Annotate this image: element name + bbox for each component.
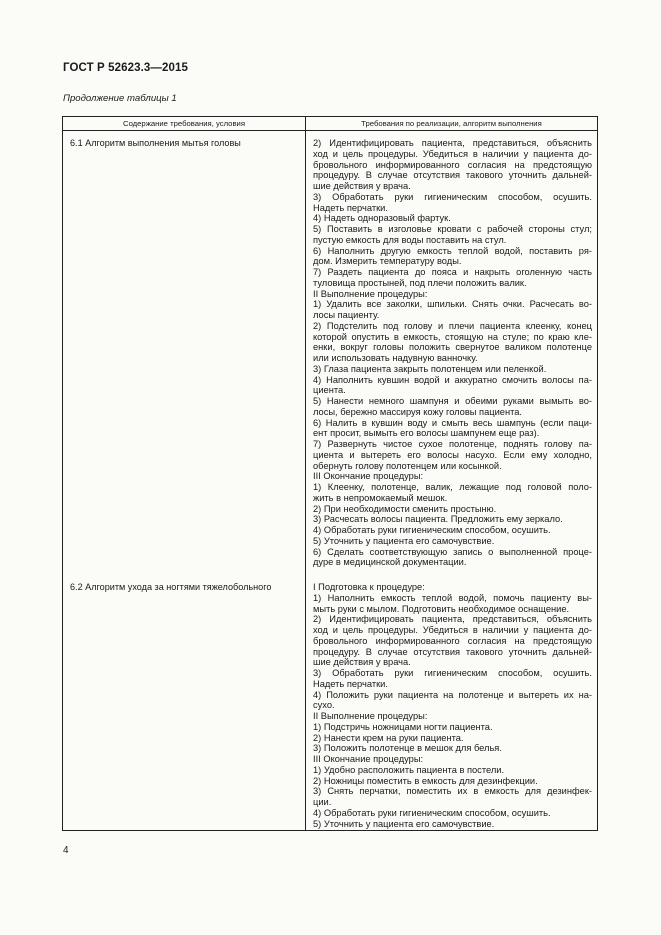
row-condition-hair-washing: 6.1 Алгоритм выполнения мытья головы bbox=[70, 138, 241, 148]
requirement-line: 3) Глаза пациента закрыть полотенцем или пеленкой. bbox=[313, 363, 547, 374]
requirement-line: 3) Снять перчатки, поместить их в емкость для дезинфек- bbox=[313, 786, 592, 797]
row-requirements-hair-washing bbox=[313, 138, 592, 568]
requirement-line: дом. Измерить температуру воды. bbox=[313, 256, 462, 267]
requirement-line: лосы, бережно массируя кожу головы пациента. bbox=[313, 406, 522, 417]
column-header-algorithm: Требования по реализации, алгоритм выполнения bbox=[361, 119, 542, 128]
requirement-line: 1) Подстричь ножницами ногти пациента. bbox=[313, 721, 493, 732]
requirement-line: 2) Нанести крем на руки пациента. bbox=[313, 732, 464, 743]
requirement-line: 2) При необходимости сменить простыню. bbox=[313, 503, 497, 514]
requirement-line: 5) Уточнить у пациента его самочувствие. bbox=[313, 818, 495, 829]
requirement-line: III Окончание процедуры: bbox=[313, 754, 424, 764]
requirement-line: 3) Положить полотенце в мешок для белья. bbox=[313, 743, 502, 754]
requirement-line: туловища простыней, под плечи положить валик. bbox=[313, 277, 527, 288]
requirements-table bbox=[62, 116, 598, 831]
requirement-line: 5) Нанести немного шампуня и обеими руками вымыть во- bbox=[313, 396, 592, 406]
requirement-line: Надеть перчатки. bbox=[313, 202, 388, 213]
requirement-line: ход и цель процедуры. Убедиться в наличии у пациента до- bbox=[313, 148, 592, 159]
requirement-line: 6) Наполнить другую емкость теплой водой, поставить ря- bbox=[313, 245, 592, 256]
requirement-line: 4) Наполнить кувшин водой и аккуратно смочить волосы па- bbox=[313, 374, 592, 385]
requirement-line: пустую емкость для воды поставить на стул. bbox=[313, 234, 507, 245]
standard-designation: ГОСТ Р 52623.3—2015 bbox=[63, 62, 188, 74]
table-continuation-caption: Продолжение таблицы 1 bbox=[63, 93, 177, 104]
requirement-line: сухо. bbox=[313, 700, 335, 711]
column-divider bbox=[305, 117, 306, 830]
requirement-line: 1) Удалить все заколки, шпильки. Снять очки. Расчесать во- bbox=[313, 299, 592, 310]
requirement-line: II Выполнение процедуры: bbox=[313, 711, 428, 721]
requirement-line: процедуру. В случае отсутствия такового уточнить дальней- bbox=[313, 646, 592, 657]
requirement-line: процедуру. В случае отсутствия такового уточнить дальней- bbox=[313, 170, 592, 181]
requirement-line: Надеть перчатки. bbox=[313, 678, 388, 689]
requirement-line: 1) Наполнить емкость теплой водой, помочь пациенту вы- bbox=[313, 592, 592, 603]
requirement-line: ции. bbox=[313, 797, 332, 807]
header-rule bbox=[63, 130, 597, 131]
requirement-line: или использовать надувную ванночку. bbox=[313, 353, 478, 363]
requirement-line: бровольного информированного согласия на предстоящую bbox=[313, 635, 592, 646]
requirement-line: II Выполнение процедуры: bbox=[313, 288, 428, 299]
row-requirements-nail-care bbox=[313, 582, 592, 829]
requirement-line: 4) Надеть одноразовый фартук. bbox=[313, 213, 451, 224]
requirement-line: 4) Обработать руки гигиеническим способом, осушить. bbox=[313, 525, 551, 535]
requirement-line: жить в непромокаемый мешок. bbox=[313, 492, 448, 503]
requirement-line: циента и вытереть его волосы насухо. Если ему холодно, bbox=[313, 449, 592, 460]
requirement-line: 1) Клеенку, полотенце, валик, лежащие под головой поло- bbox=[313, 482, 592, 492]
requirement-line: 6) Налить в кувшин воду и смыть весь шампунь (если паци- bbox=[313, 417, 592, 428]
requirement-line: 5) Уточнить у пациента его самочувствие. bbox=[313, 535, 495, 546]
requirement-line: шие действия у врача. bbox=[313, 657, 411, 668]
requirement-line: дуре в медицинской документации. bbox=[313, 557, 467, 568]
requirement-line: 2) Ножницы поместить в емкость для дезинфекции. bbox=[313, 775, 538, 786]
column-header-conditions: Содержание требования, условия bbox=[123, 119, 245, 128]
requirement-line: 3) Обработать руки гигиеническим способом, осушить. bbox=[313, 668, 592, 678]
requirement-line: ход и цель процедуры. Убедиться в наличии у пациента до- bbox=[313, 625, 592, 635]
requirement-line: I Подготовка к процедуре: bbox=[313, 582, 425, 592]
row-condition-nail-care: 6.2 Алгоритм ухода за ногтями тяжелобольного bbox=[70, 582, 272, 592]
requirement-line: мыть руки с мылом. Подготовить необходимое оснащение. bbox=[313, 603, 570, 614]
requirement-line: 3) Расчесать волосы пациента. Предложить ему зеркало. bbox=[313, 514, 563, 525]
requirement-line: ент просит, вымыть его волосы шампунем еще раз). bbox=[313, 428, 540, 439]
requirement-line: 1) Удобно расположить пациента в постели. bbox=[313, 764, 505, 775]
requirement-line: бровольного информированного согласия на предстоящую bbox=[313, 159, 592, 170]
requirement-line: 7) Развернуть чистое сухое полотенце, поднять голову па- bbox=[313, 439, 592, 449]
requirement-line: 6) Сделать соответствующую запись о выполненной проце- bbox=[313, 546, 592, 557]
page-number: 4 bbox=[63, 845, 69, 856]
requirement-line: циента. bbox=[313, 385, 346, 396]
requirement-line: шие действия у врача. bbox=[313, 181, 411, 191]
requirement-line: 7) Раздеть пациента до пояса и накрыть оголенную часть bbox=[313, 267, 592, 277]
requirement-line: 4) Положить руки пациента на полотенце и вытереть их на- bbox=[313, 689, 592, 700]
requirement-line: которой опустить в емкость, стоящую на стуле; по краю кле- bbox=[313, 331, 592, 342]
requirement-line: 5) Поставить в изголовье кровати с рабочей стороны стул; bbox=[313, 224, 592, 234]
requirement-line: обернуть голову полотенцем или косынкой. bbox=[313, 460, 502, 471]
requirement-line: 4) Обработать руки гигиеническим способом, осушить. bbox=[313, 807, 551, 818]
requirement-line: III Окончание процедуры: bbox=[313, 471, 424, 482]
requirement-line: 3) Обработать руки гигиеническим способом, осушить. bbox=[313, 191, 592, 202]
requirement-line: лосы пациенту. bbox=[313, 310, 380, 320]
requirement-line: 2) Идентифицировать пациента, представиться, объяснить bbox=[313, 614, 592, 625]
requirement-line: 2) Идентифицировать пациента, представиться, объяснить bbox=[313, 138, 592, 148]
requirement-line: 2) Подстелить под голову и плечи пациента клеенку, конец bbox=[313, 320, 592, 331]
requirement-line: енки, вокруг головы положить свернутое валиком полотенце bbox=[313, 342, 592, 353]
